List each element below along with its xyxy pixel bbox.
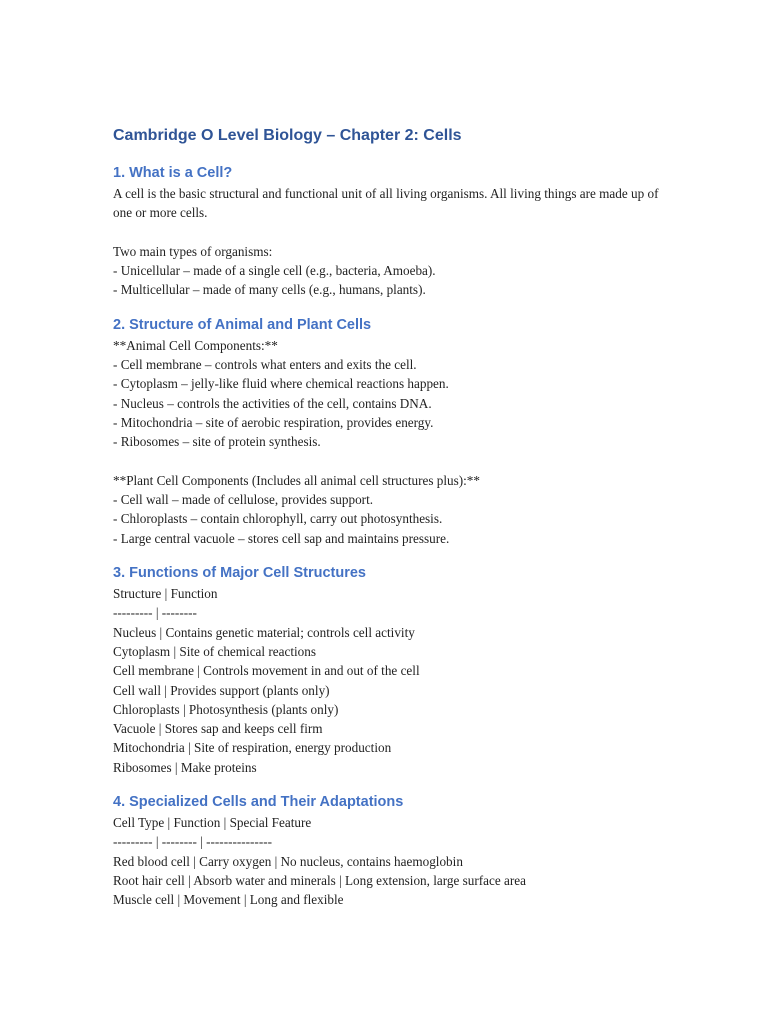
table-row: Cytoplasm | Site of chemical reactions [113,643,316,659]
section-body [113,336,673,548]
animal-cell-title: **Animal Cell Components:** [113,337,278,353]
section-specialized-cells [113,791,673,909]
section-body [113,184,673,300]
table-row: Cell membrane | Controls movement in and out of the cell [113,663,420,679]
table-row: Nucleus | Contains genetic material; controls cell activity [113,624,415,640]
document-title: Cambridge O Level Biology – Chapter 2: Cells [113,127,462,144]
section-heading: 2. Structure of Animal and Plant Cells [113,316,372,333]
table-row: Vacuole | Stores sap and keeps cell firm [113,721,323,737]
paragraph: A cell is the basic structural and functional unit of all living organisms. All living things are made up of one or more cells. [113,186,659,221]
list-item: - Large central vacuole – stores cell sap and maintains pressure. [113,530,450,546]
list-item: - Chloroplasts – contain chlorophyll, carry out photosynthesis. [113,511,443,527]
plant-cell-title: **Plant Cell Components (Includes all animal cell structures plus):** [113,472,480,488]
list-item: - Cell wall – made of cellulose, provides support. [113,492,374,508]
document-page [113,126,673,924]
table-row: Chloroplasts | Photosynthesis (plants only) [113,701,339,717]
table-row: Muscle cell | Movement | Long and flexible [113,892,344,908]
table-header: Cell Type | Function | Special Feature [113,815,312,831]
list-item: - Unicellular – made of a single cell (e.g., bacteria, Amoeba). [113,263,436,279]
list-item: - Nucleus – controls the activities of the cell, contains DNA. [113,395,432,411]
list-item: - Multicellular – made of many cells (e.g., humans, plants). [113,282,426,298]
section-heading: 1. What is a Cell? [113,165,233,181]
list-item: - Cytoplasm – jelly-like fluid where chemical reactions happen. [113,376,449,392]
list-item: - Cell membrane – controls what enters and exits the cell. [113,357,417,373]
section-heading: 4. Specialized Cells and Their Adaptations [113,794,404,811]
section-heading: 3. Functions of Major Cell Structures [113,565,366,582]
table-separator: --------- | -------- [113,605,197,621]
section-body [113,584,673,777]
list-item: - Ribosomes – site of protein synthesis. [113,434,321,450]
blank-line [113,223,673,242]
blank-line [113,452,673,471]
section-cell-functions [113,562,673,777]
table-row: Ribosomes | Make proteins [113,759,257,775]
section-cell-structure [113,314,673,548]
table-header: Structure | Function [113,586,218,602]
section-body [113,813,673,909]
section-what-is-a-cell [113,162,673,300]
table-row: Mitochondria | Site of respiration, energy production [113,740,392,756]
table-separator: --------- | -------- | --------------- [113,834,272,850]
table-row: Cell wall | Provides support (plants only) [113,682,330,698]
list-item: - Mitochondria – site of aerobic respiration, provides energy. [113,414,434,430]
table-row: Red blood cell | Carry oxygen | No nucleus, contains haemoglobin [113,853,463,869]
table-row: Root hair cell | Absorb water and minerals | Long extension, large surface area [113,872,526,888]
list-intro: Two main types of organisms: [113,243,273,259]
